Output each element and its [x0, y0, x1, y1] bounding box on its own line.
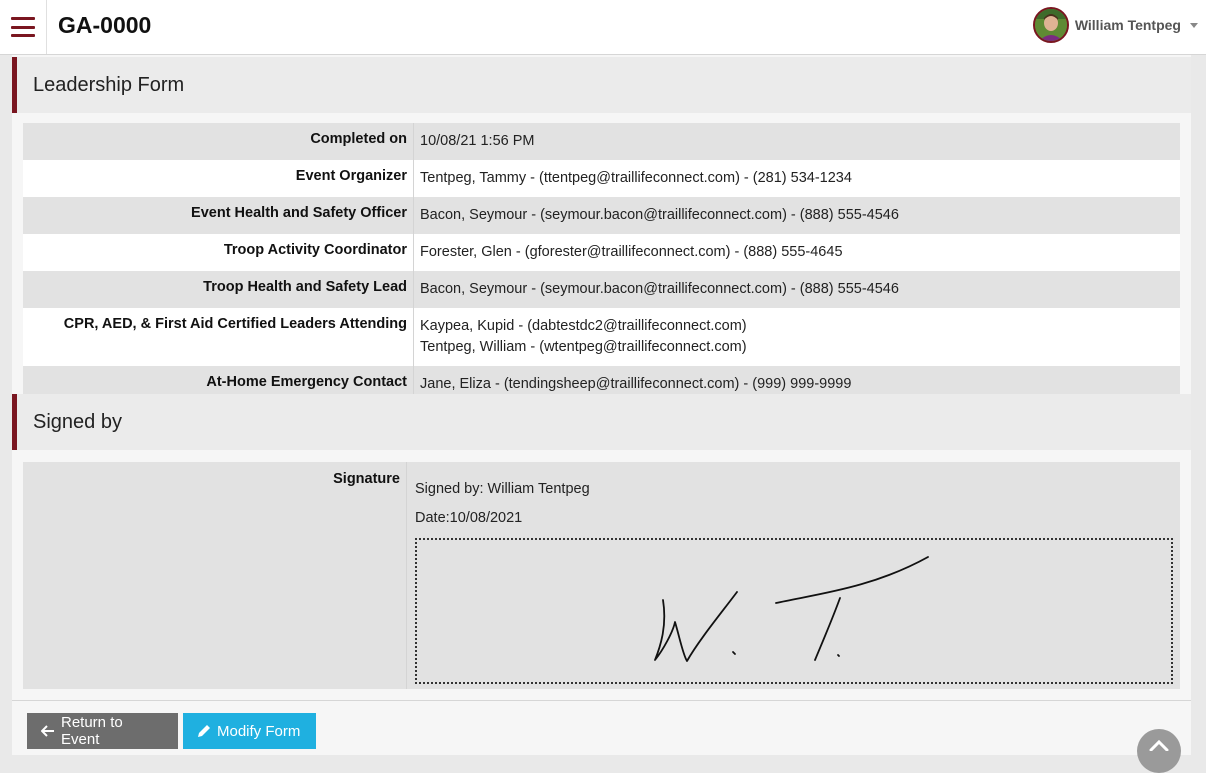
return-to-event-button[interactable]: [27, 713, 178, 749]
table-row: [23, 123, 1180, 160]
value-line: Jane, Eliza - (tendingsheep@traillifeconnect.com) - (999) 999-9999: [420, 376, 852, 392]
pencil-icon: [197, 724, 211, 738]
row-label: Completed on: [23, 123, 414, 160]
section-title: Leadership Form: [33, 74, 185, 96]
table-row: [23, 160, 1180, 197]
signature-box: [415, 538, 1173, 684]
main-content: [12, 55, 1191, 755]
arrow-left-icon: [41, 725, 55, 737]
row-value: [414, 123, 1181, 160]
value-line: Bacon, Seymour - (seymour.bacon@traillifeconnect.com) - (888) 555-4546: [420, 207, 899, 223]
row-value: [414, 197, 1181, 234]
chevron-up-icon: [1149, 739, 1169, 751]
table-row: [23, 308, 1180, 366]
signature-label: Signature: [23, 462, 407, 689]
value-line: Tentpeg, William - (wtentpeg@traillifeconnect.com): [420, 339, 747, 355]
divider: [12, 700, 1191, 701]
value-line: Tentpeg, Tammy - (ttentpeg@traillifeconnect.com) - (281) 534-1234: [420, 170, 852, 186]
value-line: Forester, Glen - (gforester@traillifeconnect.com) - (888) 555-4645: [420, 244, 843, 260]
avatar: [1033, 7, 1069, 43]
signed-date-text: Date:10/08/2021: [415, 510, 523, 526]
row-value: [414, 308, 1181, 366]
table-row: [23, 197, 1180, 234]
return-button-label: Return to Event: [61, 714, 123, 748]
user-name: William Tentpeg: [1074, 17, 1181, 33]
modify-button-label: Modify Form: [217, 722, 301, 740]
hamburger-menu-icon: [11, 17, 35, 37]
page-title: GA-0000: [58, 12, 152, 38]
row-label: Event Organizer: [23, 160, 414, 197]
leadership-form-header: [12, 57, 1191, 113]
row-label: CPR, AED, & First Aid Certified Leaders Attending: [23, 308, 414, 366]
value-line: Kaypea, Kupid - (dabtestdc2@traillifeconnect.com): [420, 318, 747, 334]
modify-form-button[interactable]: [183, 713, 316, 749]
user-menu[interactable]: [1033, 5, 1198, 45]
row-value: [414, 234, 1181, 271]
row-label: Troop Activity Coordinator: [23, 234, 414, 271]
signature-drawing: [417, 540, 1171, 682]
scroll-to-top-button[interactable]: [1137, 729, 1181, 773]
leadership-details-table: [23, 123, 1180, 403]
row-label: At-Home Emergency Contact: [23, 366, 414, 403]
row-label: Event Health and Safety Officer: [23, 197, 414, 234]
row-value: [414, 271, 1181, 308]
table-row: [23, 271, 1180, 308]
signed-by-header: [12, 394, 1191, 450]
value-line: 10/08/21 1:56 PM: [420, 133, 535, 149]
signature-block: [23, 462, 1180, 689]
menu-button[interactable]: [0, 0, 47, 54]
chevron-down-icon: [1190, 23, 1198, 28]
top-bar: [0, 0, 1206, 55]
row-value: [414, 160, 1181, 197]
value-line: Bacon, Seymour - (seymour.bacon@traillifeconnect.com) - (888) 555-4546: [420, 281, 899, 297]
table-row: [23, 234, 1180, 271]
row-label: Troop Health and Safety Lead: [23, 271, 414, 308]
section-title: Signed by: [33, 411, 122, 433]
signed-by-text: Signed by: William Tentpeg: [415, 481, 590, 497]
